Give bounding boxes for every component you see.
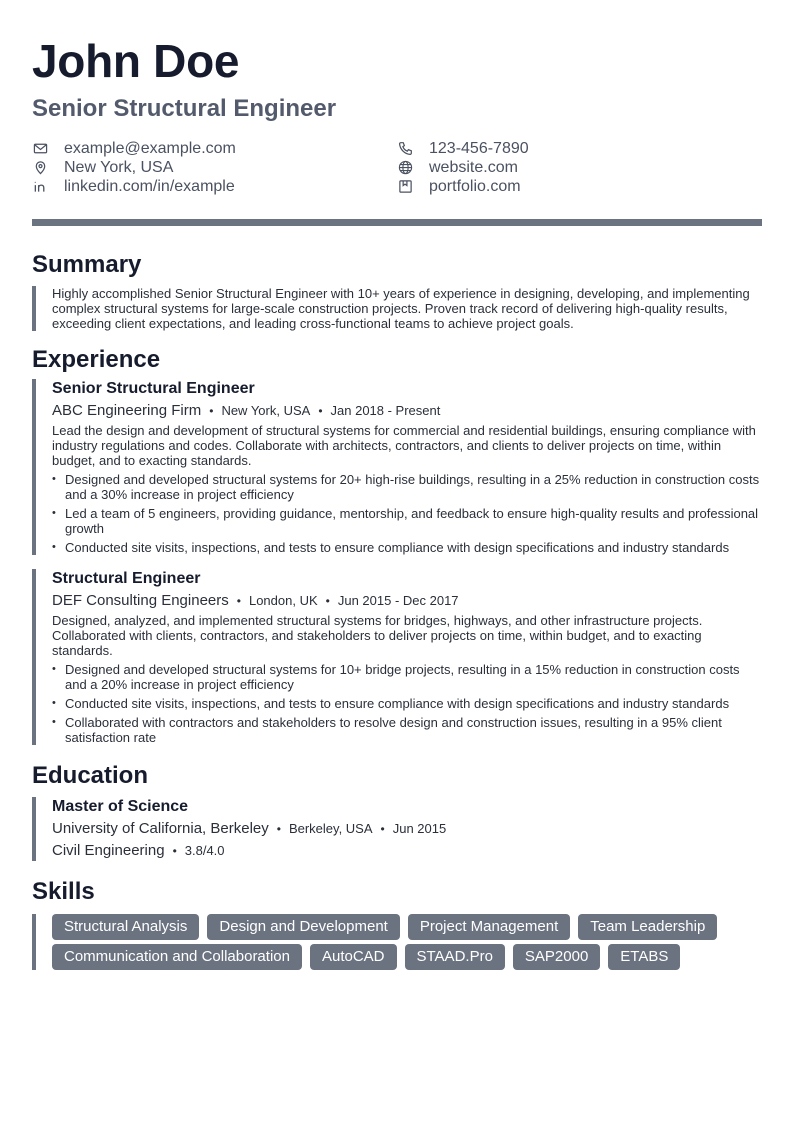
contact-website[interactable] [397,158,518,177]
skill-chip: Project Management [408,914,570,940]
portfolio-text: portfolio.com [429,177,521,195]
experience-heading: Experience [32,346,161,373]
contact-info [32,139,762,199]
job-dates: Jun 2015 - Dec 2017 [337,593,459,608]
mail-icon [32,141,48,157]
job-role: Senior Structural Engineer [52,380,255,397]
skill-chip: Communication and Collaboration [52,944,302,970]
linkedin-icon [32,179,48,195]
job-role: Structural Engineer [52,570,201,587]
resume-page [32,34,762,970]
email-text: example@example.com [64,139,236,157]
job-bullet: • Led a team of 5 engineers, providing guidance, mentorship, and feedback to ensure high-quality results and professional growth [52,506,762,536]
candidate-name: John Doe [32,35,240,87]
skill-chip: ETABS [608,944,680,970]
school-name: University of California, Berkeley [52,820,269,837]
job-meta [52,401,762,421]
job-bullet: • Collaborated with contractors and stakeholders to resolve design and construction issues, resulting in a 95% client satisfaction rate [52,715,762,745]
contact-portfolio[interactable] [397,177,521,196]
linkedin-text: linkedin.com/in/example [64,177,235,195]
separator-dot: • [276,822,281,836]
job-meta [52,591,762,611]
education-entry [32,797,762,861]
phone-icon [397,141,413,157]
education-field-meta [52,841,762,861]
location-pin-icon [32,160,48,176]
skill-chip: SAP2000 [513,944,600,970]
job-description: Lead the design and development of structural systems for commercial and residential buildings, ensuring compliance with industry regulations and codes. Collaborate with architects, contractors, and clients to deliver projects on time, within budget, and to exacting standards. [52,423,756,468]
gpa: 3.8/4.0 [184,843,225,858]
skill-chip: AutoCAD [310,944,397,970]
field-of-study: Civil Engineering [52,842,165,859]
summary-heading: Summary [32,251,142,278]
degree: Master of Science [52,798,189,815]
separator-dot: • [172,844,177,858]
separator-dot: • [318,404,323,418]
skill-chip: Team Leadership [578,914,717,940]
education-heading: Education [32,762,149,789]
separator-dot: • [209,404,214,418]
phone-text: 123-456-7890 [429,139,529,157]
skill-chip: STAAD.Pro [405,944,505,970]
contact-phone[interactable] [397,139,529,158]
location-text: New York, USA [64,158,174,176]
globe-icon [397,160,413,176]
summary-block [32,286,762,331]
separator-dot: • [380,822,385,836]
graduation-date: Jun 2015 [392,821,447,836]
job-company: DEF Consulting Engineers [52,592,229,609]
job-description: Designed, analyzed, and implemented structural systems for bridges, highways, and other infrastructure projects. Collaborated with clients, contractors, and stakeholders to deliver projects on time, within budget, and to exacting standards. [52,613,703,658]
job-bullets [52,662,762,745]
job-dates: Jan 2018 - Present [330,403,441,418]
job-location: London, UK [248,593,318,608]
header-divider [32,219,762,226]
education-meta [52,819,762,839]
contact-linkedin[interactable] [32,177,235,196]
contact-email[interactable] [32,139,236,158]
skills-list [52,914,762,970]
job-bullet: • Conducted site visits, inspections, and tests to ensure compliance with design specifications and industry standards [52,696,762,711]
website-text: website.com [429,158,518,176]
skill-chip: Structural Analysis [52,914,199,940]
skills-block [32,914,762,970]
job-bullet: • Designed and developed structural systems for 10+ bridge projects, resulting in a 15% reduction in construction costs and a 20% increase in project efficiency [52,662,762,692]
school-location: Berkeley, USA [288,821,373,836]
job-company: ABC Engineering Firm [52,402,202,419]
job-title: Senior Structural Engineer [32,95,337,122]
skills-heading: Skills [32,878,95,905]
separator-dot: • [236,594,241,608]
job-location: New York, USA [221,403,311,418]
job-entry [32,569,762,745]
contact-location [32,158,173,177]
job-entry [32,379,762,555]
summary-text: Highly accomplished Senior Structural Engineer with 10+ years of experience in designing, developing, and implementing complex structural systems for large-scale construction projects. Proven track record of delivering high-quality results, exceeding client expectations, and leading cross-functional teams to achieve project goals. [52,286,750,331]
separator-dot: • [325,594,330,608]
job-bullets [52,472,762,555]
skill-chip: Design and Development [207,914,399,940]
portfolio-icon [397,179,413,195]
job-bullet: • Designed and developed structural systems for 20+ high-rise buildings, resulting in a 25% reduction in construction costs and a 30% increase in project efficiency [52,472,762,502]
job-bullet: • Conducted site visits, inspections, and tests to ensure compliance with design specifications and industry standards [52,540,762,555]
